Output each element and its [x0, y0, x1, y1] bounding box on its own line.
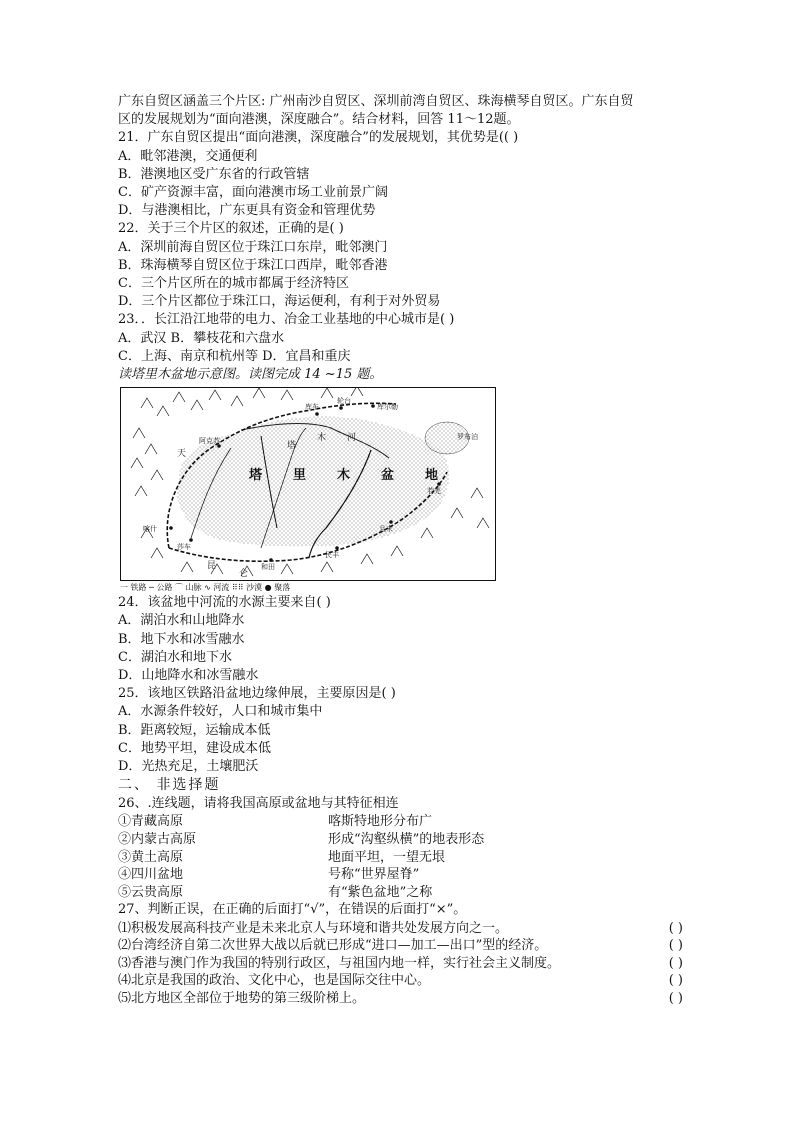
q23-stem: 23．．长江沿江地带的电力、冶金工业基地的中心城市是( ) [118, 312, 455, 328]
q27-item-5-text: ⑸北方地区全部位于地势的第三级阶梯上。 [118, 991, 366, 1007]
q27-stem: 27、判断正误，在正确的后面打“√”，在错误的后面打“×”。 [118, 902, 467, 918]
q24-option-d: D．山地降水和冰雪融水 [118, 668, 259, 684]
q26-right-2[interactable]: 形成“沟壑纵横”的地表形态 [328, 832, 485, 848]
q22-option-c: C．三个片区所在的城市都属于经济特区 [118, 276, 349, 292]
basin-char-2: 里 [293, 468, 307, 484]
q27-item [118, 972, 683, 990]
q22-option-a: A．深圳前海自贸区位于珠江口东岸，毗邻澳门 [118, 239, 388, 255]
worksheet-page [118, 93, 683, 1008]
q27-item-4-answer[interactable]: ( ) [668, 973, 683, 989]
map-label-he: 河 [347, 433, 357, 444]
q24-stem: 24．该盆地中河流的水源主要来自( ) [118, 595, 331, 611]
q26-right-3[interactable]: 地面平坦，一望无垠 [328, 849, 446, 865]
q26-left-5[interactable]: ⑤云贵高原 [118, 884, 184, 900]
intro-line-2: 区的发展规划为“面向港澳，深度融合”。结合材料，回答 11～12题。 [118, 112, 520, 128]
q27-item [118, 937, 683, 955]
map-label-mu: 木 [317, 433, 327, 444]
map-label-tian: 天 [177, 449, 187, 460]
q25-option-d: D．光热充足，土壤肥沃 [118, 759, 259, 775]
q27-item-2-text: ⑵台湾经济自第二次世界大战以后就已形成“进口—加工—出口”型的经济。 [118, 938, 548, 954]
basin-char-4: 盆 [381, 468, 395, 484]
q26-row [118, 831, 683, 849]
q27-item-1-answer[interactable]: ( ) [668, 920, 683, 936]
q27-item-5-answer[interactable]: ( ) [668, 991, 683, 1007]
tarim-basin-map [120, 387, 496, 581]
q27-item-3-text: ⑶香港与澳门作为我国的特别行政区，与祖国内地一样，实行社会主义制度。 [118, 955, 561, 971]
basin-char-3: 木 [337, 468, 351, 484]
q26-left-3[interactable]: ③黄土高原 [118, 849, 184, 865]
q26-stem: 26、.连线题，请将我国高原或盆地与其特征相连 [118, 796, 399, 812]
q26-left-2[interactable]: ②内蒙古高原 [118, 832, 197, 848]
q22-option-d: D．三个片区都位于珠江口，海运便利，有利于对外贸易 [118, 294, 441, 310]
q21-option-c: C．矿产资源丰富，面向港澳市场工业前景广阔 [118, 185, 388, 201]
q26-row [118, 884, 683, 902]
map-label-hotan: 和田 [261, 563, 275, 572]
q23-options-cd: C．上海、南京和杭州等 D．宜昌和重庆 [118, 348, 351, 364]
q27-item-2-answer[interactable]: ( ) [668, 938, 683, 954]
q26-right-4[interactable]: 号称“世界屋脊” [328, 867, 420, 883]
q27-item-4-text: ⑷北京是我国的政治、文化中心，也是国际交往中心。 [118, 973, 431, 989]
basin-char-1: 塔 [249, 468, 263, 484]
map-label-ta: 塔 [287, 441, 297, 452]
q26-left-4[interactable]: ④四川盆地 [118, 867, 184, 883]
intro-line-1: 广东自贸区涵盖三个片区: 广州南沙自贸区、深圳前湾自贸区、珠海横琴自贸区。广东自贸 [118, 94, 634, 109]
q25-option-a: A．水源条件较好，人口和城市集中 [118, 704, 323, 720]
q23-options-ab: A．武汉 B．攀枝花和六盘水 [118, 330, 285, 346]
map-legend: 一 铁路 ─ 公路 ⌒ 山脉 ∿ 河流 ⠿⠿ 沙漠 ● 聚落 [120, 583, 291, 593]
q22-stem: 22．关于三个片区的叙述，正确的是( ) [118, 221, 344, 237]
section-heading-nonchoice: 二、 非选择题 [118, 777, 221, 794]
q27-item [118, 955, 683, 973]
map-label-luntai: 轮台 [337, 397, 351, 406]
q24-option-a: A．湖泊水和山地降水 [118, 613, 245, 629]
q27-item-3-answer[interactable]: ( ) [668, 955, 683, 971]
q26-row [118, 866, 683, 884]
q24-option-c: C．湖泊水和地下水 [118, 649, 232, 665]
map-label-lun: 仑 [239, 569, 249, 580]
map-label-kuqa: 库车 [305, 403, 319, 412]
map-caption: 读塔里木盆地示意图。读图完成 14 ~15 题。 [118, 367, 383, 383]
map-label-minfeng: 民丰 [325, 551, 339, 560]
q25-option-c: C．地势平坦，建设成本低 [118, 740, 271, 756]
q22-option-b: B．珠海横琴自贸区位于珠江口西岸，毗邻香港 [118, 257, 388, 273]
q27-item [118, 990, 683, 1008]
q21-option-b: B．港澳地区受广东省的行政管辖 [118, 166, 310, 182]
q21-option-a: A．毗邻港澳，交通便利 [118, 148, 258, 164]
q27-item-1-text: ⑴积极发展高科技产业是未来北京人与环境和谐共处发展方向之一。 [118, 920, 509, 936]
q25-stem: 25．该地区铁路沿盆地边缘伸展，主要原因是( ) [118, 686, 396, 702]
q26-right-1[interactable]: 喀斯特地形分布广 [328, 814, 433, 830]
map-label-qiemo: 且末 [379, 525, 393, 534]
basin-char-5: 地 [425, 468, 439, 484]
map-label-ruoqiang: 若羌 [427, 487, 441, 496]
q26-right-5[interactable]: 有“紫色盆地”之称 [328, 884, 433, 900]
map-label-lopnur: 罗布泊 [457, 433, 478, 442]
q26-row [118, 849, 683, 867]
q21-option-d: D．与港澳相比，广东更具有资金和管理优势 [118, 203, 376, 219]
q25-option-b: B．距离较短，运输成本低 [118, 722, 271, 738]
map-label-kun: 昆 [207, 561, 217, 572]
q26-row [118, 813, 683, 831]
q21-stem: 21．广东自贸区提出“面向港澳，深度融合”的发展规划，其优势是(( ) [118, 130, 519, 146]
map-label-aksu: 阿克苏 [199, 437, 220, 446]
map-label-korla: 库尔勒 [377, 403, 398, 412]
map-label-kashgar: 喀什 [143, 525, 157, 534]
q27-item [118, 920, 683, 938]
map-label-shache: 莎车 [177, 543, 191, 552]
q26-left-1[interactable]: ①青藏高原 [118, 814, 184, 830]
q24-option-b: B．地下水和冰雪融水 [118, 631, 245, 647]
